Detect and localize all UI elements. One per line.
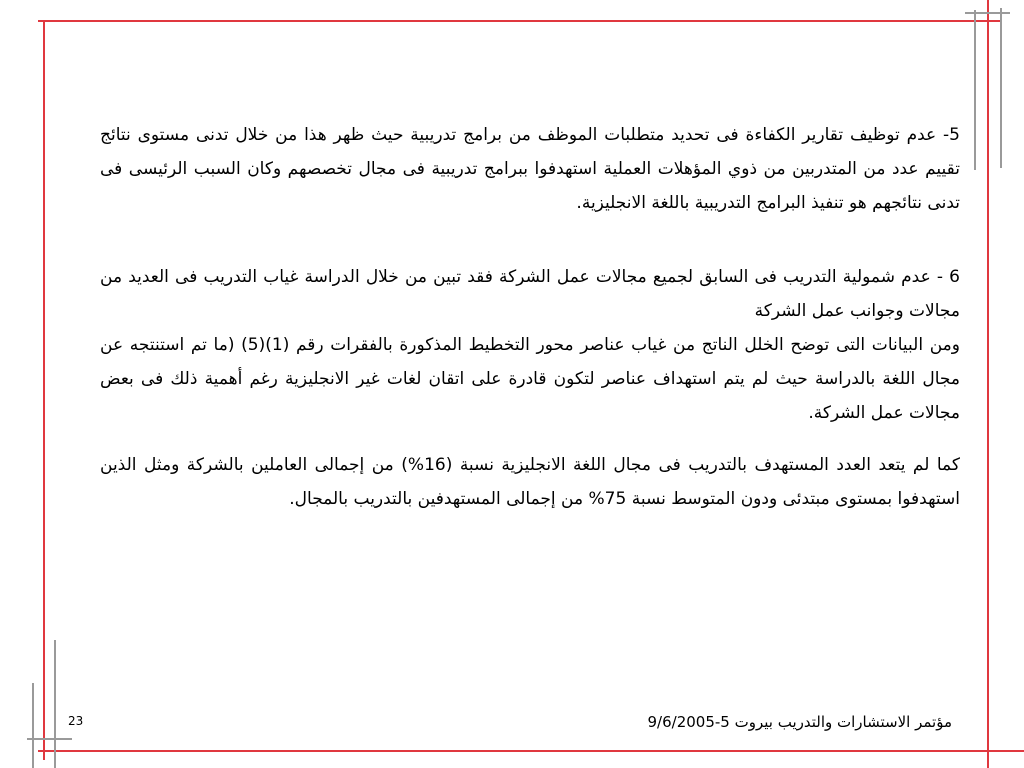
frame-left-line — [43, 20, 45, 760]
corner-vertical-line — [1000, 8, 1002, 168]
frame-bottom-line — [38, 750, 1024, 752]
page-number: 23 — [68, 714, 84, 728]
paragraph-text: ومن البيانات التى توضح الخلل الناتج من غياب عناصر محور التخطيط المذكورة بالفقرات رقم (1)(5) (ما تم استنتجه عن مجال اللغة بالدراسة حيث لم يتم استهداف عناصر لتكون قادرة على اتقان لغات غير الانجليزية رغم أهمية ذلك فى بعض مجالات عمل الشركة. — [100, 335, 960, 423]
paragraph-text: كما لم يتعد العدد المستهدف بالتدريب فى مجال اللغة الانجليزية نسبة (16%) من إجمالى العاملين بالشركة ومثل الذين استهدفوا بمستوى مبتدئى ودون المتوسط نسبة 75% من إجمالى المستهدفين بالتدريب بالمجال. — [100, 455, 960, 509]
paragraph-text: 6 - عدم شمولية التدريب فى السابق لجميع مجالات عمل الشركة فقد تبين من خلال الدراسة غياب التدريب فى العديد من مجالات وجوانب عمل الشركة — [100, 267, 960, 321]
frame-top-line — [38, 20, 1000, 22]
paragraph-item-5 — [100, 118, 960, 220]
corner-horizontal-line — [27, 738, 72, 740]
footer-title: مؤتمر الاستشارات والتدريب بيروت 5-9/6/2005 — [647, 713, 952, 731]
corner-horizontal-line — [965, 12, 1010, 14]
corner-vertical-line — [54, 640, 56, 768]
paragraph-text: 5- عدم توظيف تقارير الكفاءة فى تحديد متطلبات الموظف من برامج تدريبية حيث ظهر هذا من خلال تدنى مستوى نتائج تقييم عدد من المتدربين من ذوي المؤهلات العملية استهدفوا ببرامج تدريبية فى مجال تخصصهم وكان السبب الرئيسى فى تدنى نتائجهم هو تنفيذ البرامج التدريبية باللغة الانجليزية. — [100, 125, 960, 213]
corner-vertical-line — [974, 10, 976, 170]
paragraph-item-6 — [100, 260, 960, 430]
paragraph-language-training — [100, 448, 960, 516]
frame-right-line — [987, 0, 989, 768]
corner-vertical-line — [32, 683, 34, 768]
